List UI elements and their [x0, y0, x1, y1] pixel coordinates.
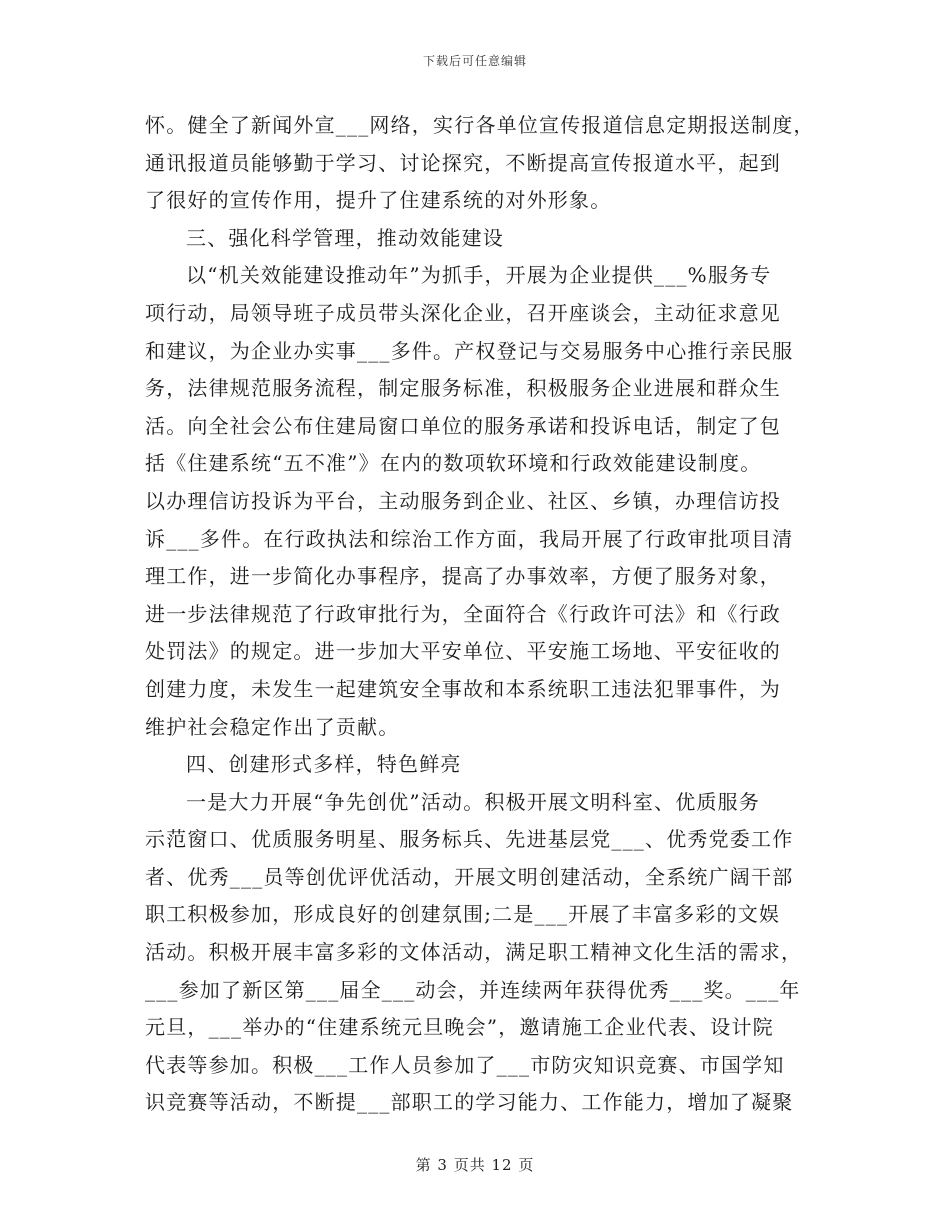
text-line: 职工积极参加，形成良好的创建氛围;二是___开展了丰富多彩的文娱 [145, 902, 781, 927]
text-line: 和建议，为企业办实事___多件。产权登记与交易服务中心推行亲民服 [145, 338, 794, 363]
page-header: 下载后可任意编辑 [422, 54, 527, 68]
text-line: 括《住建系统“五不准”》在内的数项软环境和行政效能建设制度。 [145, 451, 762, 476]
text-line: 处罚法》的规定。进一步加大平安单位、平安施工场地、平安征收的 [145, 639, 781, 664]
text-line: 创建力度，未发生一起建筑安全事故和本系统职工违法犯罪事件，为 [145, 676, 781, 701]
text-line: 以“机关效能建设推动年”为抓手，开展为企业提供___%服务专 [186, 263, 772, 288]
text-line: 一是大力开展“争先创优”活动。积极开展文明科室、优质服务 [186, 789, 761, 814]
text-line: ___参加了新区第___届全___动会，并连续两年获得优秀___奖。___年 [145, 977, 801, 1002]
text-line: 四、创建形式多样，特色鲜亮 [186, 752, 462, 777]
page-footer: 第 3 页共 12 页 [415, 1156, 535, 1174]
document-body [145, 107, 825, 1122]
text-line: 识竞赛等活动，不断提___部职工的学习能力、工作能力，增加了凝聚 [145, 1090, 794, 1115]
text-line: 以办理信访投诉为平台，主动服务到企业、社区、乡镇，办理信访投 [145, 488, 781, 513]
text-line: 了很好的宣传作用，提升了住建系统的对外形象。 [145, 188, 612, 213]
text-line: 活动。积极开展丰富多彩的文体活动，满足职工精神文化生活的需求， [145, 940, 803, 965]
text-line: 代表等参加。积极___工作人员参加了___市防灾知识竞赛、市国学知 [145, 1052, 785, 1077]
text-line: 理工作，进一步简化办事程序，提高了办事效率，方便了服务对象， [145, 564, 781, 589]
text-line: 三、强化科学管理，推动效能建设 [186, 225, 504, 250]
text-line: 维护社会稳定作出了贡献。 [145, 714, 400, 739]
text-line: 通讯报道员能够勤于学习、讨论探究，不断提高宣传报道水平，起到 [145, 150, 781, 175]
text-line: 活。向全社会公布住建局窗口单位的服务承诺和投诉电话，制定了包 [145, 413, 781, 438]
text-line: 怀。健全了新闻外宣___网络，实行各单位宣传报道信息定期报送制度， [145, 113, 815, 137]
text-line: 示范窗口、优质服务明星、服务标兵、先进基层党___、优秀党委工作 [145, 827, 794, 852]
text-line: 务，法律规范服务流程，制定服务标准，积极服务企业进展和群众生 [145, 376, 781, 401]
text-line: 诉___多件。在行政执法和综治工作方面，我局开展了行政审批项目清 [145, 526, 794, 551]
text-line: 项行动，局领导班子成员带头深化企业，召开座谈会，主动征求意见 [145, 300, 781, 325]
text-line: 者、优秀___员等创优评优活动，开展文明创建活动，全系统广阔干部 [145, 864, 794, 889]
text-line: 元旦，___举办的“住建系统元旦晚会”，邀请施工企业代表、设计院 [145, 1015, 774, 1040]
text-line: 进一步法律规范了行政审批行为，全面符合《行政许可法》和《行政 [145, 601, 781, 626]
